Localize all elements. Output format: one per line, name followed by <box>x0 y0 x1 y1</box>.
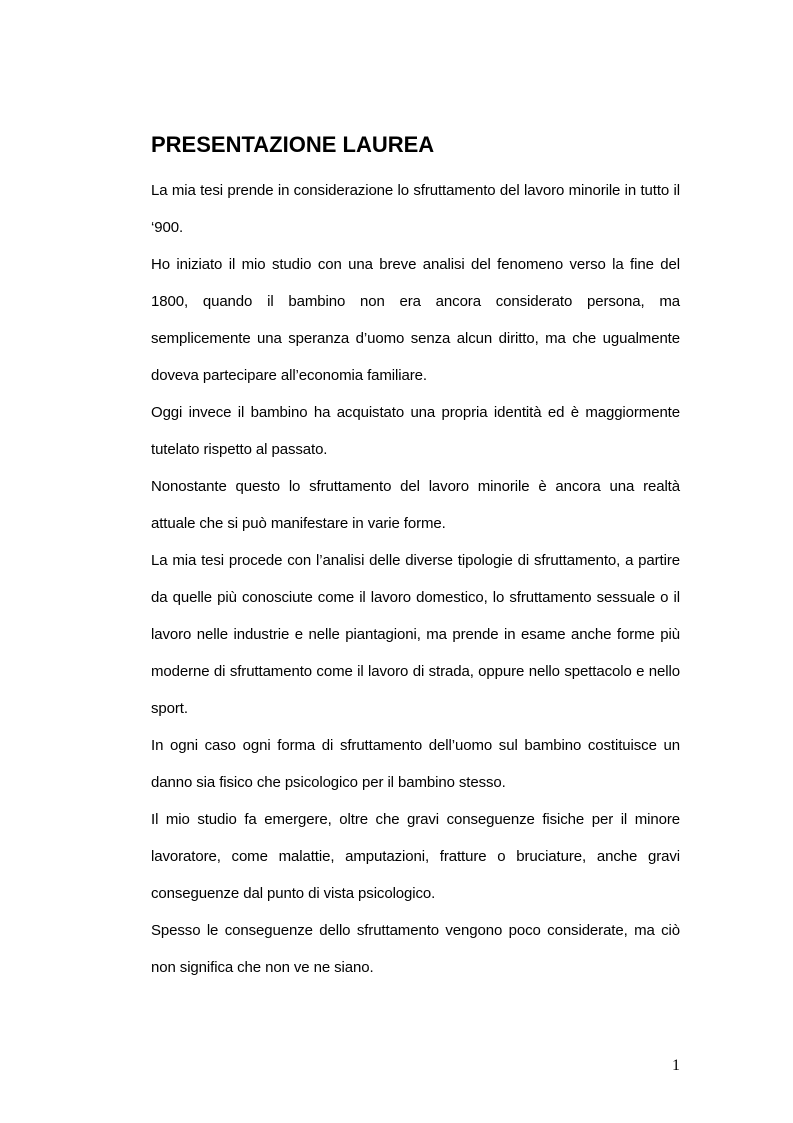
paragraph: Ho iniziato il mio studio con una breve analisi del fenomeno verso la fine del 1800, quando il bambino non era ancora considerato persona, ma semplicemente una speranza d’uomo senza alcun diritto, ma che ugualmente doveva partecipare all’economia familiare. <box>151 256 680 384</box>
paragraph: In ogni caso ogni forma di sfruttamento dell’uomo sul bambino costituisce un danno sia fisico che psicologico per il bambino stesso. <box>151 737 680 791</box>
body-text <box>151 172 680 986</box>
paragraph: La mia tesi prende in considerazione lo sfruttamento del lavoro minorile in tutto il ‘900. <box>151 182 680 236</box>
paragraph: Spesso le conseguenze dello sfruttamento vengono poco considerate, ma ciò non significa che non ve ne siano. <box>151 922 680 976</box>
paragraph: La mia tesi procede con l’analisi delle diverse tipologie di sfruttamento, a partire da quelle più conosciute come il lavoro domestico, lo sfruttamento sessuale o il lavoro nelle industrie e nelle piantagioni, ma prende in esame anche forme più moderne di sfruttamento come il lavoro di strada, oppure nello spettacolo e nello sport. <box>151 552 680 717</box>
page-number: 1 <box>672 1057 680 1074</box>
paragraph: Il mio studio fa emergere, oltre che gravi conseguenze fisiche per il minore lavoratore, come malattie, amputazioni, fratture o bruciature, anche gravi conseguenze dal punto di vista psicologico. <box>151 811 680 902</box>
paragraph: Oggi invece il bambino ha acquistato una propria identità ed è maggiormente tutelato rispetto al passato. <box>151 404 680 458</box>
paragraph: Nonostante questo lo sfruttamento del lavoro minorile è ancora una realtà attuale che si può manifestare in varie forme. <box>151 478 680 532</box>
page-title: PRESENTAZIONE LAUREA <box>151 132 435 157</box>
